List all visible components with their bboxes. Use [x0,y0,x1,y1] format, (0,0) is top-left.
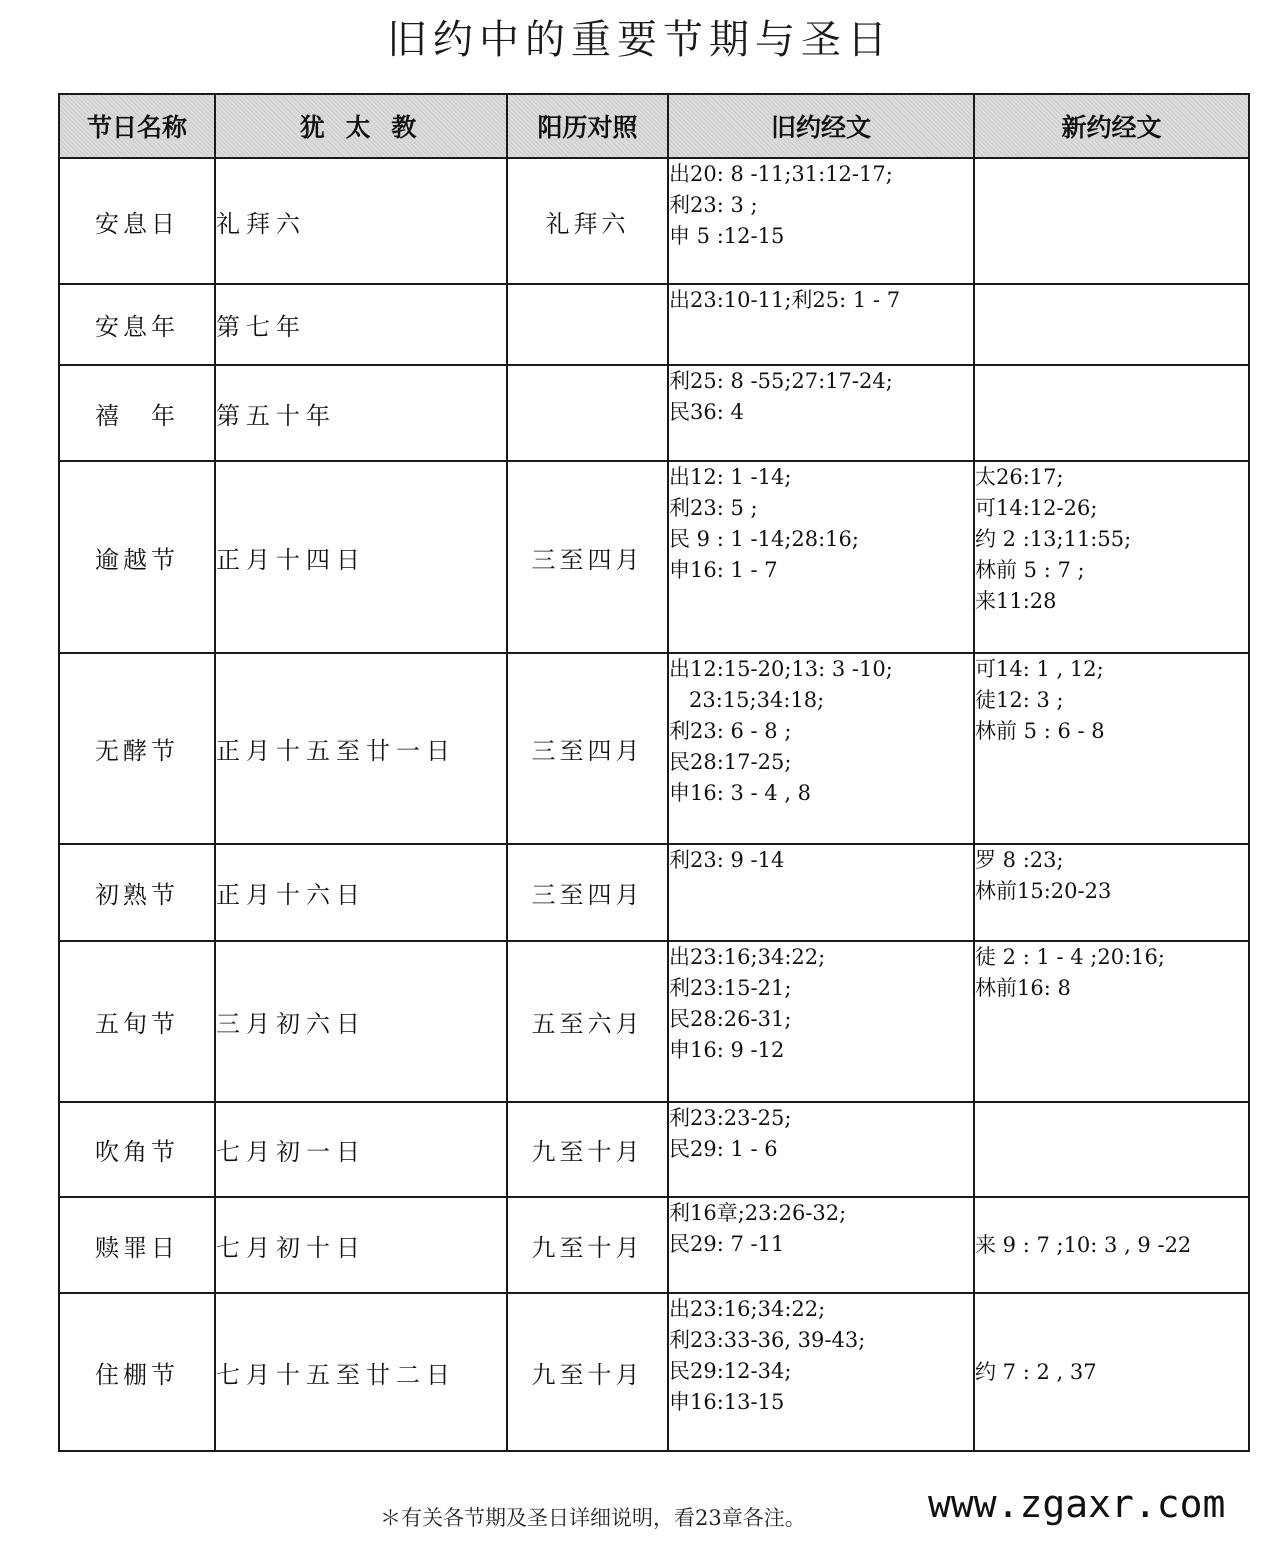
ot-reference-line: 利23:23-25; [669,1106,792,1130]
nt-reference-line: 约 7 : 2 , 37 [975,1359,1097,1384]
ot-reference-line: 民29: 1 - 6 [669,1137,778,1161]
solar-month-cell: 五至六月 [507,941,668,1102]
feast-name-cell: 逾越节 [59,461,215,653]
jewish-date-cell: 第七年 [215,284,507,365]
nt-scripture-cell [974,1197,1249,1293]
header-ot-scripture: 旧约经文 [668,94,974,158]
nt-reference-line: 林前 5 : 6 - 8 [975,719,1105,743]
solar-month-cell: 九至十月 [507,1102,668,1197]
ot-scripture-cell [668,158,974,284]
nt-reference-line: 林前16: 8 [975,976,1071,1000]
page-title: 旧约中的重要节期与圣日 [387,17,893,63]
solar-month-cell: 三至四月 [507,844,668,941]
solar-month-cell: 九至十月 [507,1197,668,1293]
feast-name-cell: 初熟节 [59,844,215,941]
solar-month-cell: 三至四月 [507,653,668,844]
feast-name-cell: 吹角节 [59,1102,215,1197]
jewish-date-cell: 正月十五至廿一日 [215,653,507,844]
ot-reference-line: 利23:33-36, 39-43; [669,1328,866,1352]
jewish-date-cell: 三月初六日 [215,941,507,1102]
feast-name-cell: 安息日 [59,158,215,284]
jewish-date-cell: 第五十年 [215,365,507,461]
ot-reference-line: 出23:10-11;利25: 1 - 7 [669,288,901,312]
header-feast-name: 节日名称 [59,94,215,158]
solar-month-cell [507,284,668,365]
jewish-date-cell: 七月十五至廿二日 [215,1293,507,1451]
nt-scripture-cell [974,653,1249,844]
jewish-date-cell: 礼拜六 [215,158,507,284]
ot-reference-line: 利23: 3 ; [669,193,758,217]
table-row [59,941,1249,1102]
ot-reference-line: 申16: 3 - 4 , 8 [669,781,812,805]
ot-reference-line: 民29:12-34; [669,1359,792,1383]
table-row [59,365,1249,461]
ot-reference-line: 民36: 4 [669,400,744,424]
ot-reference-line: 利23: 5 ; [669,496,758,520]
feast-name-cell: 无酵节 [59,653,215,844]
ot-reference-line: 利23: 6 - 8 ; [669,719,792,743]
ot-reference-line: 申16: 9 -12 [669,1038,785,1062]
jewish-date-cell: 七月初十日 [215,1197,507,1293]
nt-scripture-cell [974,1293,1249,1451]
header-nt-scripture: 新约经文 [974,94,1249,158]
ot-reference-line: 民28:17-25; [669,750,792,774]
jewish-date-cell: 正月十六日 [215,844,507,941]
solar-month-cell: 三至四月 [507,461,668,653]
ot-scripture-cell [668,284,974,365]
solar-month-cell [507,365,668,461]
table-row [59,1102,1249,1197]
nt-scripture-cell [974,461,1249,653]
table-row [59,1197,1249,1293]
nt-reference-line: 林前 5 : 7 ; [975,558,1085,582]
ot-reference-line: 利16章;23:26-32; [669,1201,847,1225]
ot-scripture-cell [668,365,974,461]
ot-reference-line: 出12:15-20;13: 3 -10; [669,657,893,681]
ot-scripture-cell [668,461,974,653]
ot-reference-line: 利23: 9 -14 [669,848,785,872]
table-row [59,461,1249,653]
nt-reference-line: 林前15:20-23 [975,879,1112,903]
ot-scripture-cell [668,653,974,844]
table-header-row [59,94,1249,158]
feast-name-cell: 五旬节 [59,941,215,1102]
solar-month-cell: 礼拜六 [507,158,668,284]
nt-reference-line: 罗 8 :23; [975,848,1064,872]
ot-reference-line: 民29: 7 -11 [669,1232,785,1256]
feast-name-cell: 安息年 [59,284,215,365]
nt-reference-line: 徒12: 3 ; [975,688,1064,712]
ot-scripture-cell [668,1102,974,1197]
ot-reference-line: 出23:16;34:22; [669,945,826,969]
feast-name-cell: 禧 年 [59,365,215,461]
nt-reference-line: 来11:28 [975,589,1057,613]
nt-reference-line: 可14: 1 , 12; [975,657,1104,681]
nt-scripture-cell [974,284,1249,365]
ot-reference-line: 民 9 : 1 -14;28:16; [669,527,859,551]
nt-reference-line: 来 9 : 7 ;10: 3 , 9 -22 [975,1232,1192,1257]
nt-scripture-cell [974,365,1249,461]
jewish-date-cell: 正月十四日 [215,461,507,653]
ot-scripture-cell [668,1197,974,1293]
ot-reference-line: 23:15;34:18; [669,688,825,712]
table-row [59,284,1249,365]
table-row [59,1293,1249,1451]
ot-scripture-cell [668,1293,974,1451]
table-row [59,158,1249,284]
ot-reference-line: 出23:16;34:22; [669,1297,826,1321]
header-judaism: 犹 太 教 [215,94,507,158]
ot-reference-line: 利23:15-21; [669,976,792,1000]
nt-reference-line: 约 2 :13;11:55; [975,527,1132,551]
footnote: ＊有关各节期及圣日详细说明，看23章各注。 [380,1506,806,1530]
watermark: www.zgaxr.com [928,1482,1226,1526]
nt-reference-line: 太26:17; [975,465,1064,489]
ot-reference-line: 申16: 1 - 7 [669,558,778,582]
ot-scripture-cell [668,844,974,941]
ot-reference-line: 申16:13-15 [669,1390,785,1414]
ot-reference-line: 利25: 8 -55;27:17-24; [669,369,893,393]
feast-name-cell: 赎罪日 [59,1197,215,1293]
nt-reference-line: 可14:12-26; [975,496,1098,520]
ot-reference-line: 出20: 8 -11;31:12-17; [669,162,893,186]
ot-reference-line: 出12: 1 -14; [669,465,792,489]
feasts-table [58,93,1250,1452]
nt-scripture-cell [974,844,1249,941]
feast-name-cell: 住棚节 [59,1293,215,1451]
nt-scripture-cell [974,941,1249,1102]
solar-month-cell: 九至十月 [507,1293,668,1451]
nt-scripture-cell [974,1102,1249,1197]
ot-scripture-cell [668,941,974,1102]
nt-reference-line: 徒 2 : 1 - 4 ;20:16; [975,945,1165,969]
jewish-date-cell: 七月初一日 [215,1102,507,1197]
ot-reference-line: 申 5 :12-15 [669,224,785,248]
table-row [59,653,1249,844]
header-solar-calendar: 阳历对照 [507,94,668,158]
ot-reference-line: 民28:26-31; [669,1007,792,1031]
nt-scripture-cell [974,158,1249,284]
table-row [59,844,1249,941]
